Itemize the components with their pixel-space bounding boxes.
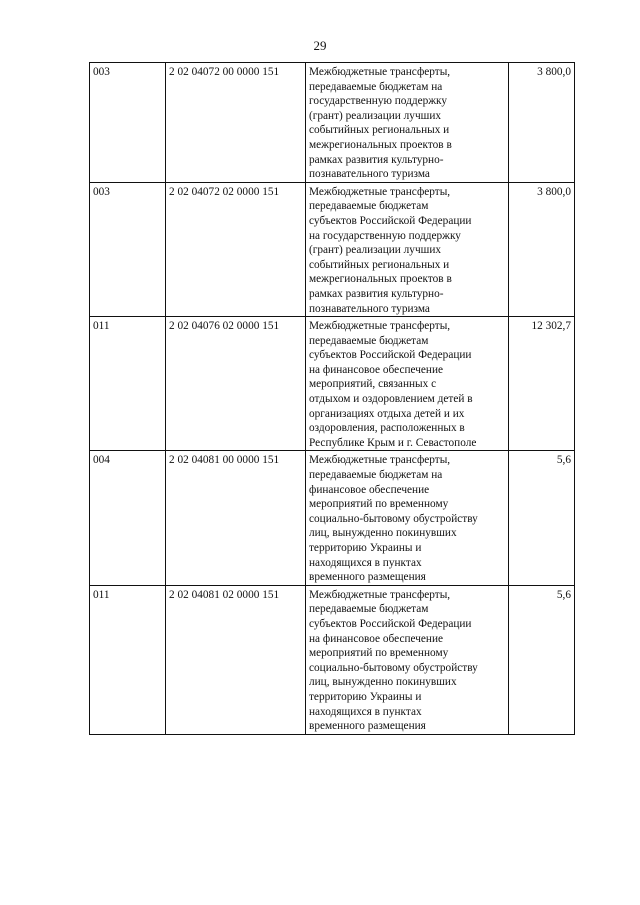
revenue-name-line: субъектов Российской Федерации [309, 617, 472, 630]
budget-classification-code-cell: 2 02 04076 02 0000 151 [166, 317, 306, 451]
table-row [90, 63, 575, 183]
revenue-name-line: (грант) реализации лучших [309, 109, 442, 122]
revenue-name-line: лиц, вынужденно покинувших [309, 676, 457, 689]
revenue-name-line: организациях отдыха детей и их [309, 407, 465, 420]
revenue-name-cell [306, 451, 509, 585]
revenue-name-line: финансовое обеспечение [309, 483, 430, 496]
table-row [90, 182, 575, 316]
budget-table [89, 62, 575, 735]
revenue-name-line: мероприятий по временному [309, 498, 449, 511]
revenue-name-line: познавательного туризма [309, 302, 430, 315]
admin-code-cell: 011 [90, 317, 166, 451]
revenue-name-line: Межбюджетные трансферты, [309, 588, 451, 601]
revenue-name-line: передаваемые бюджетам на [309, 80, 443, 93]
amount-cell: 3 800,0 [509, 63, 575, 183]
revenue-name-line: государственную поддержку [309, 95, 448, 108]
revenue-name-line: на финансовое обеспечение [309, 632, 444, 645]
revenue-name-line: временного размещения [309, 571, 426, 584]
table-row [90, 317, 575, 451]
revenue-name-line: рамках развития культурно- [309, 153, 444, 166]
budget-classification-code-cell: 2 02 04081 00 0000 151 [166, 451, 306, 585]
revenue-name-cell [306, 317, 509, 451]
revenue-name-line: Республике Крым и г. Севастополе [309, 436, 477, 449]
revenue-name-line: временного размещения [309, 720, 426, 733]
revenue-name-line: событийных региональных и [309, 258, 450, 271]
revenue-name-line: социально-бытовому обустройству [309, 661, 478, 674]
budget-classification-code-cell: 2 02 04072 00 0000 151 [166, 63, 306, 183]
revenue-name-line: оздоровления, расположенных в [309, 422, 465, 435]
revenue-name-line: Межбюджетные трансферты, [309, 66, 451, 78]
admin-code-cell: 003 [90, 63, 166, 183]
table-row [90, 585, 575, 734]
revenue-name-line: отдыхом и оздоровлением детей в [309, 393, 473, 406]
amount-cell: 5,6 [509, 585, 575, 734]
revenue-name-cell [306, 585, 509, 734]
revenue-name-line: познавательного туризма [309, 168, 430, 181]
admin-code-cell: 011 [90, 585, 166, 734]
revenue-name-cell [306, 182, 509, 316]
revenue-name-line: социально-бытовому обустройству [309, 512, 478, 525]
revenue-name-line: находящихся в пунктах [309, 556, 422, 569]
page-number: 29 [313, 38, 327, 53]
revenue-name-line: Межбюджетные трансферты, [309, 185, 451, 198]
revenue-name-line: территорию Украины и [309, 690, 422, 703]
revenue-name-line: Межбюджетные трансферты, [309, 454, 451, 467]
revenue-name-line: на государственную поддержку [309, 229, 461, 242]
amount-cell: 5,6 [509, 451, 575, 585]
budget-classification-code-cell: 2 02 04072 02 0000 151 [166, 182, 306, 316]
revenue-name-line: лиц, вынужденно покинувших [309, 527, 457, 540]
revenue-name-line: рамках развития культурно- [309, 287, 444, 300]
amount-cell: 3 800,0 [509, 182, 575, 316]
budget-classification-code-cell: 2 02 04081 02 0000 151 [166, 585, 306, 734]
revenue-name-line: межрегиональных проектов в [309, 273, 452, 286]
revenue-name-line: на финансовое обеспечение [309, 363, 444, 376]
table-row [90, 451, 575, 585]
revenue-name-line: находящихся в пунктах [309, 705, 422, 718]
revenue-name-line: межрегиональных проектов в [309, 138, 452, 151]
revenue-name-line: событийных региональных и [309, 124, 450, 137]
admin-code-cell: 004 [90, 451, 166, 585]
revenue-name-line: мероприятий по временному [309, 647, 449, 660]
revenue-name-line: передаваемые бюджетам [309, 603, 429, 616]
admin-code-cell: 003 [90, 182, 166, 316]
revenue-name-cell [306, 63, 509, 183]
revenue-name-line: (грант) реализации лучших [309, 244, 442, 257]
revenue-name-line: передаваемые бюджетам [309, 200, 429, 213]
revenue-name-line: субъектов Российской Федерации [309, 349, 472, 362]
revenue-name-line: территорию Украины и [309, 542, 422, 554]
revenue-name-line: субъектов Российской Федерации [309, 214, 472, 227]
amount-cell: 12 302,7 [509, 317, 575, 451]
revenue-name-line: Межбюджетные трансферты, [309, 320, 451, 333]
table-body [90, 63, 575, 735]
revenue-name-line: передаваемые бюджетам [309, 334, 429, 347]
revenue-name-line: мероприятий, связанных с [309, 378, 437, 391]
revenue-name-line: передаваемые бюджетам на [309, 469, 443, 482]
